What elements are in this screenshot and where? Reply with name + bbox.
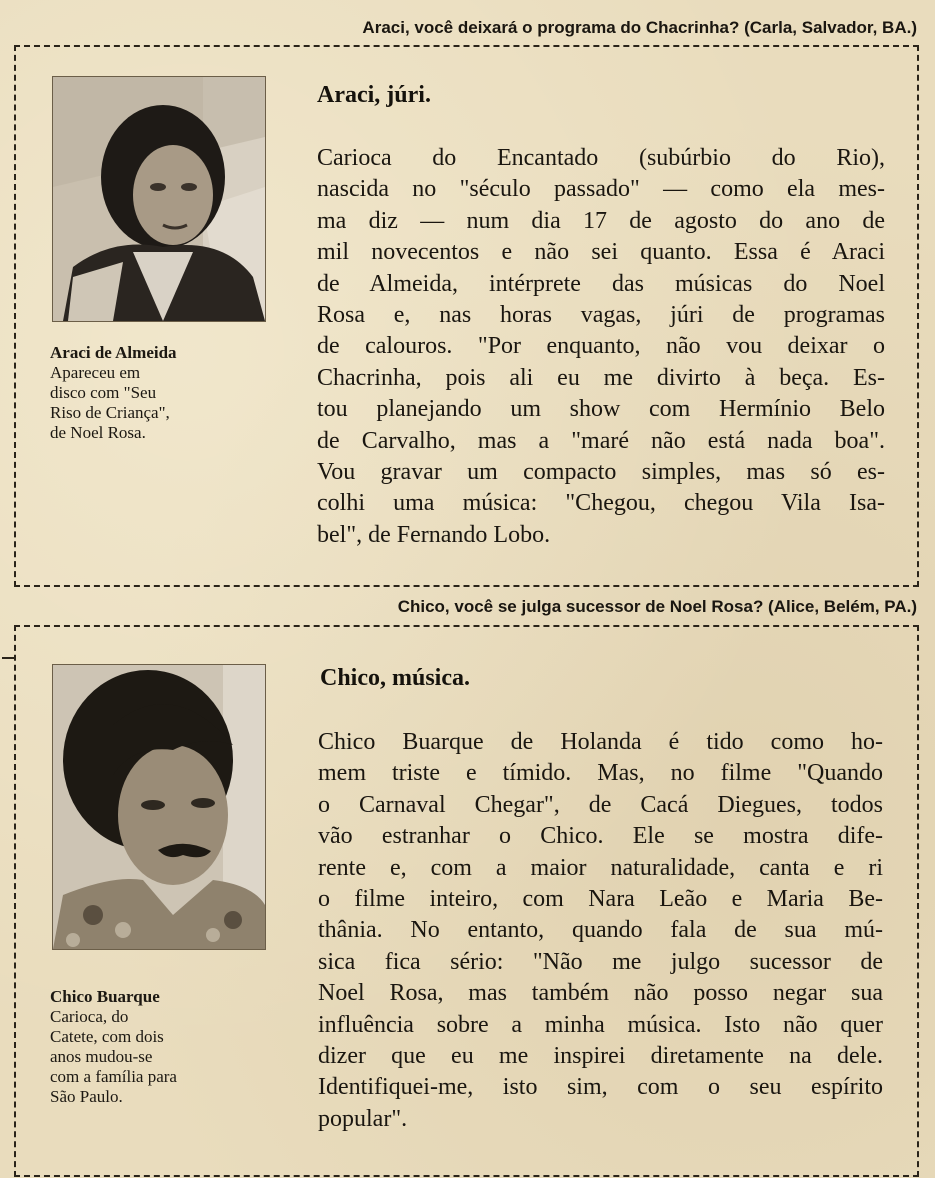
caption-chico bbox=[50, 987, 280, 1107]
caption-line: Catete, com dois bbox=[50, 1027, 164, 1046]
body-line: bel", de Fernando Lobo. bbox=[317, 521, 551, 548]
caption-name: Chico Buarque bbox=[50, 987, 160, 1006]
caption-line: Carioca, do bbox=[50, 1007, 129, 1026]
body-line: sica fica sério: "Não me julgo sucessor de bbox=[318, 948, 883, 975]
body-line: de Carvalho, mas a "maré não está nada boa". bbox=[317, 427, 885, 454]
caption-line: São Paulo. bbox=[50, 1087, 123, 1106]
caption-line: com a família para bbox=[50, 1067, 177, 1086]
body-line: Identifiquei-me, isto sim, com o seu espírito bbox=[318, 1074, 883, 1101]
headline-chico: Chico, música. bbox=[320, 665, 470, 691]
body-line: o filme inteiro, com Nara Leão e Maria Be- bbox=[318, 886, 883, 913]
margin-tick bbox=[2, 657, 14, 659]
caption-line: Riso de Criança", bbox=[50, 403, 170, 422]
body-line: Chacrinha, pois ali eu me divirto à beça. Es- bbox=[317, 364, 885, 391]
body-line: de Almeida, intérprete das músicas do Noel bbox=[317, 270, 885, 297]
body-text-chico bbox=[318, 727, 883, 1135]
body-line: influência sobre a minha música. Isto não quer bbox=[318, 1011, 883, 1038]
body-line: Rosa e, nas horas vagas, júri de programas bbox=[317, 302, 885, 329]
body-line: Chico Buarque de Holanda é tido como ho- bbox=[318, 729, 883, 755]
reader-question-araci: Araci, você deixará o programa do Chacrinha? (Carla, Salvador, BA.) bbox=[362, 18, 917, 37]
body-line: vão estranhar o Chico. Ele se mostra dife- bbox=[318, 823, 883, 850]
photo-chico bbox=[52, 664, 266, 950]
body-text-araci bbox=[317, 143, 885, 551]
body-line: ma diz — num dia 17 de agosto do ano de bbox=[317, 207, 885, 234]
body-line: Vou gravar um compacto simples, mas só es- bbox=[317, 459, 885, 486]
body-line: mil novecentos e não sei quanto. Essa é Araci bbox=[317, 239, 885, 266]
caption-line: Apareceu em bbox=[50, 363, 141, 382]
body-line: colhi uma música: "Chegou, chegou Vila Isa- bbox=[317, 490, 885, 517]
body-line: Carioca do Encantado (subúrbio do Rio), bbox=[317, 145, 885, 171]
body-line: dizer que eu me inspirei diretamente na dele. bbox=[318, 1043, 883, 1070]
caption-line: disco com "Seu bbox=[50, 383, 157, 402]
body-line: de calouros. "Por enquanto, não vou deixar o bbox=[317, 333, 885, 360]
caption-araci bbox=[50, 343, 270, 443]
body-line: Noel Rosa, mas também não posso negar sua bbox=[318, 980, 883, 1007]
body-line: rente e, com a maior naturalidade, canta e ri bbox=[318, 854, 883, 881]
headline-araci: Araci, júri. bbox=[317, 82, 431, 108]
caption-line: de Noel Rosa. bbox=[50, 423, 146, 442]
body-line: nascida no "século passado" — como ela mes- bbox=[317, 176, 885, 203]
body-line: o Carnaval Chegar", de Cacá Diegues, todos bbox=[318, 791, 883, 818]
body-line: mem triste e tímido. Mas, no filme "Quando bbox=[318, 760, 883, 787]
body-line: thânia. No entanto, quando fala de sua mú- bbox=[318, 917, 883, 944]
photo-araci bbox=[52, 76, 266, 322]
reader-question-chico: Chico, você se julga sucessor de Noel Rosa? (Alice, Belém, PA.) bbox=[397, 597, 917, 616]
body-line: tou planejando um show com Hermínio Belo bbox=[317, 396, 885, 423]
caption-name: Araci de Almeida bbox=[50, 343, 177, 362]
body-line: popular". bbox=[318, 1105, 408, 1132]
caption-line: anos mudou-se bbox=[50, 1047, 153, 1066]
